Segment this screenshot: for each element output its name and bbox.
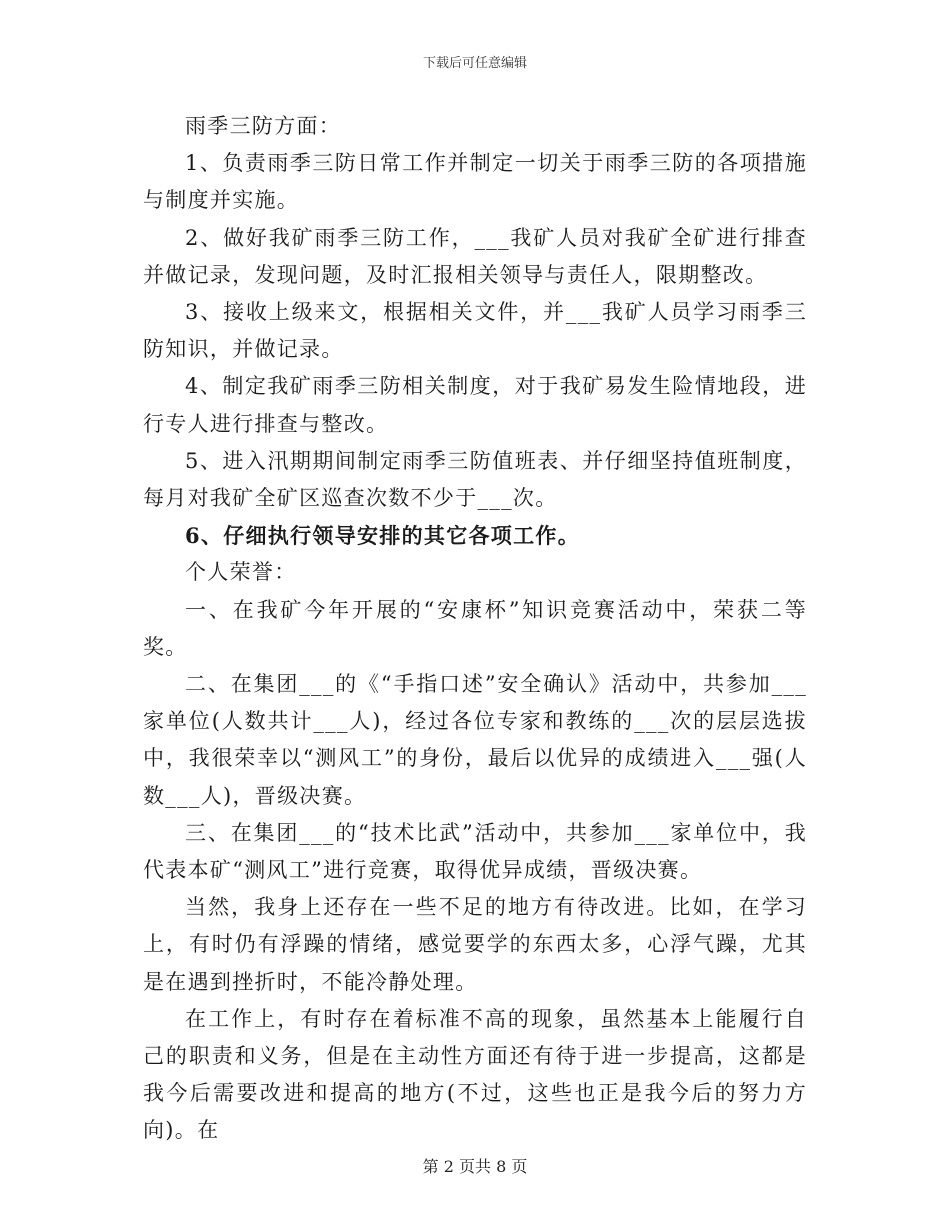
paragraph-item-1: 1、负责雨季三防日常工作并制定一切关于雨季三防的各项措施与制度并实施。 [143,151,807,213]
paragraph-shortcomings-work: 在工作上，有时存在着标准不高的现象，虽然基本上能履行自己的职责和义务，但是在主动性方面还有待于进一步提高，这都是我今后需要改进和提高的地方(不过，这些也正是我今后的努力方向)。在 [143,1006,807,1143]
paragraph-item-2: 2、做好我矿雨季三防工作，___我矿人员对我矿全矿进行排查并做记录，发现问题，及时汇报相关领导与责任人，限期整改。 [143,225,807,287]
paragraph-item-4: 4、制定我矿雨季三防相关制度，对于我矿易发生险情地段，进行专人进行排查与整改。 [143,374,807,436]
paragraph-rainy-season-heading: 雨季三防方面： [185,114,342,138]
paragraph-item-5: 5、进入汛期期间制定雨季三防值班表、并仔细坚持值班制度，每月对我矿全矿区巡查次数不少于___次。 [143,448,807,511]
paragraph-honor-3: 三、在集团___的“技术比武”活动中，共参加___家单位中，我代表本矿“测风工”进行竞赛，取得优异成绩，晋级决赛。 [143,820,807,883]
paragraph-item-6: 6、仔细执行领导安排的其它各项工作。 [185,523,581,549]
paragraph-honor-1: 一、在我矿今年开展的“安康杯”知识竞赛活动中，荣获二等奖。 [143,597,807,659]
paragraph-item-3: 3、接收上级来文，根据相关文件，并___我矿人员学习雨季三防知识，并做记录。 [143,300,807,362]
paragraph-shortcomings-study: 当然，我身上还存在一些不足的地方有待改进。比如，在学习上，有时仍有浮躁的情绪，感觉要学的东西太多，心浮气躁，尤其是在遇到挫折时，不能冷静处理。 [143,895,807,994]
paragraph-honor-2: 二、在集团___的《“手指口述”安全确认》活动中，共参加___家单位(人数共计___人)，经过各位专家和教练的___次的层层选拔中，我很荣幸以“测风工”的身份，最后以优异的成绩进入___强(人数___人)，晋级决赛。 [143,672,807,808]
page-footer: 第 2 页共 8 页 [422,1157,528,1176]
page-header: 下载后可任意编辑 [422,56,527,71]
document-body [143,108,807,1150]
paragraph-honors-heading: 个人荣誉： [185,560,297,585]
